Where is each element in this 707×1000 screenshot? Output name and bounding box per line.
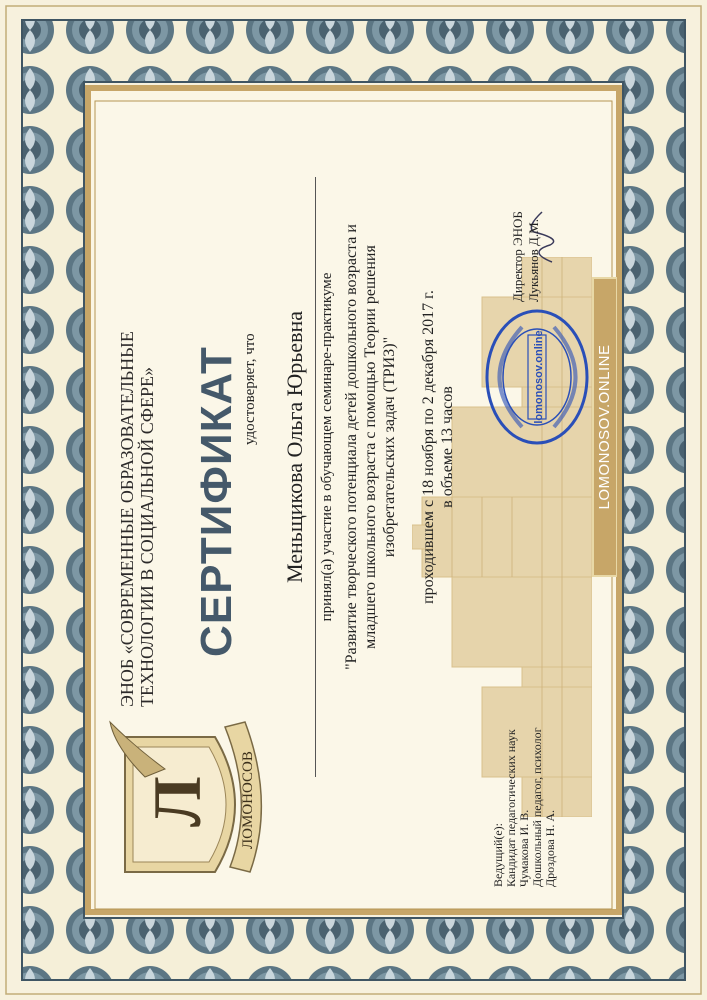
certifies-text: удостоверяет, что bbox=[242, 333, 258, 445]
lecturers-title: Ведущий(е): bbox=[491, 822, 505, 887]
lomonosov-logo bbox=[105, 712, 270, 887]
lecturer-1-role: Кандидат педагогических наук bbox=[504, 729, 518, 887]
director-name: Лукьянов Д.М. bbox=[526, 219, 541, 302]
certificate-title: СЕРТИФИКАТ bbox=[192, 346, 241, 657]
logo-letter: Л bbox=[139, 776, 215, 827]
director-title: Директор ЭНОБ bbox=[510, 211, 525, 302]
organization-line-2: ТЕХНОЛОГИИ В СОЦИАЛЬНОЙ СФЕРЕ» bbox=[137, 367, 157, 707]
seminar-topic bbox=[342, 137, 399, 757]
period-dates: проходившем с 18 ноября по 2 декабря 2017 г. bbox=[420, 290, 437, 604]
lecturer-2-name: Дроздова Н. А. bbox=[543, 810, 557, 887]
name-underline bbox=[315, 177, 316, 777]
seminar-period bbox=[419, 137, 457, 757]
logo-ribbon-text: ЛОМОНОСОВ bbox=[240, 751, 256, 849]
certificate-content bbox=[97, 103, 617, 907]
recipient-name: Меньщикова Ольга Юрьевна bbox=[282, 311, 307, 584]
lecturers-block bbox=[492, 727, 557, 887]
stamp-center-text: lomonosov.online bbox=[533, 330, 545, 424]
lecturer-1-name: Чумакова И. В. bbox=[517, 809, 531, 887]
topic-line-2: младшего школьного возраста с помощью Теории решения bbox=[362, 245, 379, 649]
participation-text: принял(а) участие в обучающем семинаре-практикуме bbox=[319, 272, 335, 622]
lecturer-2-role: Дошкольный педагог, психолог bbox=[530, 727, 544, 887]
topic-line-3: изобретательских задач (ТРИЗ)" bbox=[381, 336, 398, 558]
website-label: LOMONOSOV.ONLINE bbox=[592, 277, 617, 577]
director-block bbox=[510, 211, 542, 302]
topic-line-1: "Развитие творческого потенциала детей дошкольного возраста и bbox=[343, 224, 360, 670]
certificate-body bbox=[97, 103, 617, 907]
official-stamp bbox=[482, 307, 592, 447]
period-hours: в объеме 13 часов bbox=[439, 386, 456, 508]
organization-name bbox=[117, 277, 157, 707]
organization-line-1: ЭНОБ «СОВРЕМЕННЫЕ ОБРАЗОВАТЕЛЬНЫЕ bbox=[117, 331, 137, 707]
